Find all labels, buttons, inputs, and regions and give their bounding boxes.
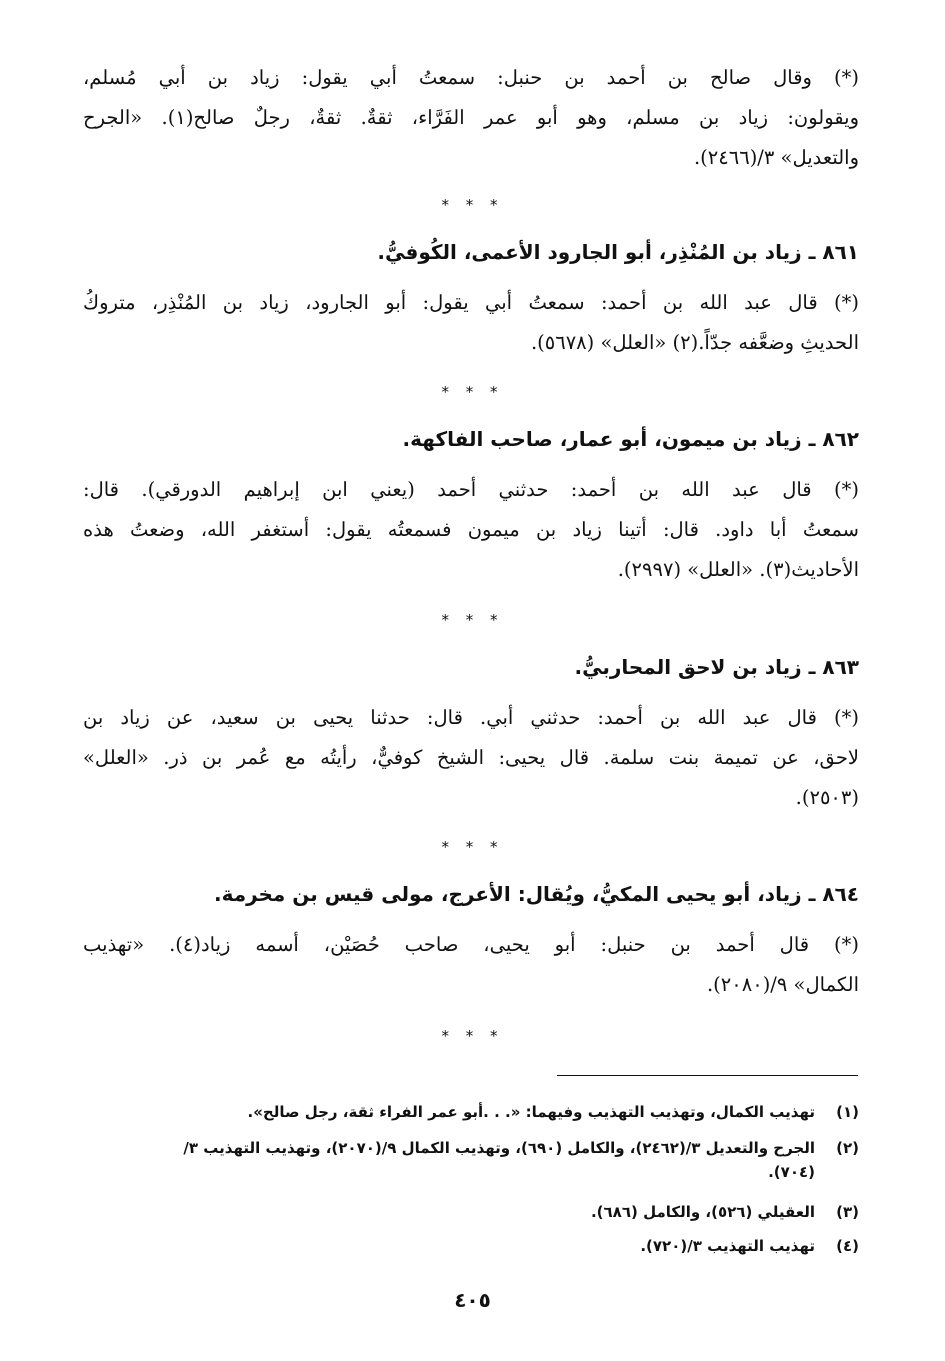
entry-heading: ٨٦٢ ـ زياد بن ميمون، أبو عمار، صاحب الفاكهة. xyxy=(402,427,859,451)
entry-paragraph xyxy=(83,58,859,178)
footnote xyxy=(83,1100,859,1124)
paragraph-line: لاحق، عن تميمة بنت سلمة. قال يحيى: الشيخ كوفيٌّ، رأيتُه مع عُمر بن ذر. «العلل» xyxy=(83,746,859,769)
footnote-rule xyxy=(557,1075,858,1076)
footnote-number: (٣) xyxy=(836,1203,859,1221)
entry-heading: ٨٦٤ ـ زياد، أبو يحيى المكيُّ، ويُقال: الأعرج، مولى قيس بن مخرمة. xyxy=(213,882,859,906)
paragraph-line: (*) وقال صالح بن أحمد بن حنبل: سمعتُ أبي يقول: زياد بن أبي مُسلم، xyxy=(83,66,859,89)
footnote-text: الجرح والتعديل ٣/(٢٤٦٢)، والكامل (٦٩٠)، وتهذيب الكمال ٩/(٢٠٧٠)، وتهذيب التهذيب ٣/ xyxy=(183,1139,815,1157)
entry-paragraph xyxy=(83,698,859,818)
footnote xyxy=(83,1234,859,1258)
footnote-text-continued: (٧٠٤). xyxy=(768,1163,815,1181)
footnote-number: (٢) xyxy=(836,1139,859,1157)
section-separator: * * * xyxy=(441,838,504,856)
footnote xyxy=(83,1200,859,1224)
section-separator: * * * xyxy=(441,383,504,401)
paragraph-line: (*) قال أحمد بن حنبل: أبو يحيى، صاحب حُصَيْن، أسمه زياد(٤). «تهذيب xyxy=(83,933,859,956)
entry-paragraph xyxy=(83,925,859,1005)
entry-paragraph xyxy=(83,470,859,590)
section-separator: * * * xyxy=(441,196,504,214)
paragraph-line: سمعتُ أبا داود. قال: أتينا زياد بن ميمون فسمعتُه يقول: أستغفر الله، وضعتُ هذه xyxy=(83,518,859,541)
paragraph-line: الأحاديث(٣). «العلل» (٢٩٩٧). xyxy=(617,558,859,581)
footnote xyxy=(83,1136,859,1184)
paragraph-line: (*) قال عبد الله بن أحمد: حدثني أحمد (يعني ابن إبراهيم الدورقي). قال: xyxy=(83,478,859,501)
paragraph-line: (*) قال عبد الله بن أحمد: حدثني أبي. قال: حدثنا يحيى بن سعيد، عن زياد بن xyxy=(83,706,859,729)
footnote-number: (١) xyxy=(836,1103,859,1121)
section-separator: * * * xyxy=(441,1027,504,1045)
footnote-number: (٤) xyxy=(836,1237,859,1255)
paragraph-line: ويقولون: زياد بن مسلم، وهو أبو عمر الفَرَّاء، ثقةٌ. ثقةٌ، رجلٌ صالح(١). «الجرح xyxy=(83,106,860,129)
entry-heading: ٨٦٣ ـ زياد بن لاحق المحاربيُّ. xyxy=(574,655,859,679)
entry-heading: ٨٦١ ـ زياد بن المُنْذِر، أبو الجارود الأعمى، الكُوفيُّ. xyxy=(377,240,859,264)
paragraph-line: (*) قال عبد الله بن أحمد: سمعتُ أبي يقول: أبو الجارود، زياد بن المُنْذِر، متروكُ xyxy=(83,291,859,314)
paragraph-line: (٢٥٠٣). xyxy=(795,786,859,809)
footnote-text: تهذيب التهذيب ٣/(٧٢٠). xyxy=(640,1237,815,1255)
paragraph-line: الكمال» ٩/(٢٠٨٠). xyxy=(706,973,859,996)
footnote-text: تهذيب الكمال، وتهذيب التهذيب وفيهما: «. . .أبو عمر الفراء ثقة، رجل صالح». xyxy=(247,1103,815,1121)
entry-paragraph xyxy=(83,283,859,363)
footnote-text: العقيلي (٥٢٦)، والكامل (٦٨٦). xyxy=(590,1203,815,1221)
section-separator: * * * xyxy=(441,611,504,629)
page-number: ٤٠٥ xyxy=(454,1288,491,1312)
paragraph-line: والتعديل» ٣/(٢٤٦٦). xyxy=(693,146,859,169)
paragraph-line: الحديثِ وضعَّفه جدّاً.(٢) «العلل» (٥٦٧٨). xyxy=(530,331,859,354)
